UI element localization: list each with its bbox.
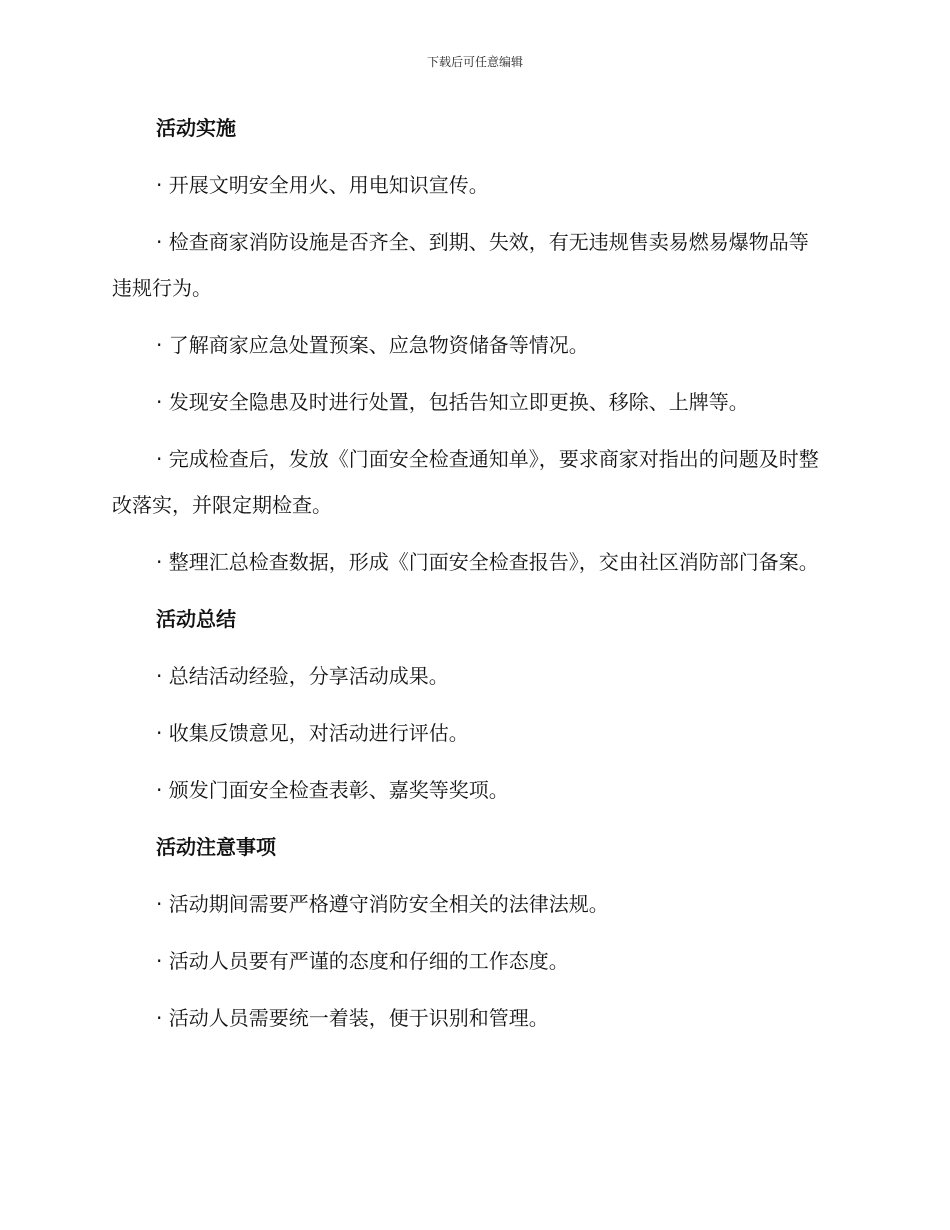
list-item: · 活动人员需要统一着装，便于识别和管理。 (156, 1006, 549, 1030)
list-item: · 总结活动经验，分享活动成果。 (156, 664, 449, 688)
list-item: · 完成检查后，发放《门面安全检查通知单》，要求商家对指出的问题及时整改落实，并限定期检查。 (112, 447, 819, 517)
list-item: · 检查商家消防设施是否齐全、到期、失效，有无违规售卖易燃易爆物品等违规行为。 (112, 230, 809, 300)
list-item: · 活动期间需要严格遵守消防安全相关的法律法规。 (156, 892, 609, 916)
section-heading-implementation: 活动实施 (156, 116, 236, 140)
document-body (112, 105, 824, 1041)
list-item: · 了解商家应急处置预案、应急物资储备等情况。 (156, 333, 589, 357)
page-header: 下载后可任意编辑 (426, 55, 523, 69)
list-item: · 活动人员要有严谨的态度和仔细的工作态度。 (156, 949, 569, 973)
list-item: · 开展文明安全用火、用电知识宣传。 (156, 173, 489, 197)
list-item: · 颁发门面安全检查表彰、嘉奖等奖项。 (156, 778, 509, 802)
section-heading-precautions: 活动注意事项 (156, 835, 276, 859)
list-item: · 收集反馈意见，对活动进行评估。 (156, 721, 469, 745)
list-item: · 发现安全隐患及时进行处置，包括告知立即更换、移除、上牌等。 (156, 390, 749, 414)
list-item: · 整理汇总检查数据，形成《门面安全检查报告》，交由社区消防部门备案。 (156, 550, 819, 574)
section-heading-summary: 活动总结 (156, 607, 236, 631)
